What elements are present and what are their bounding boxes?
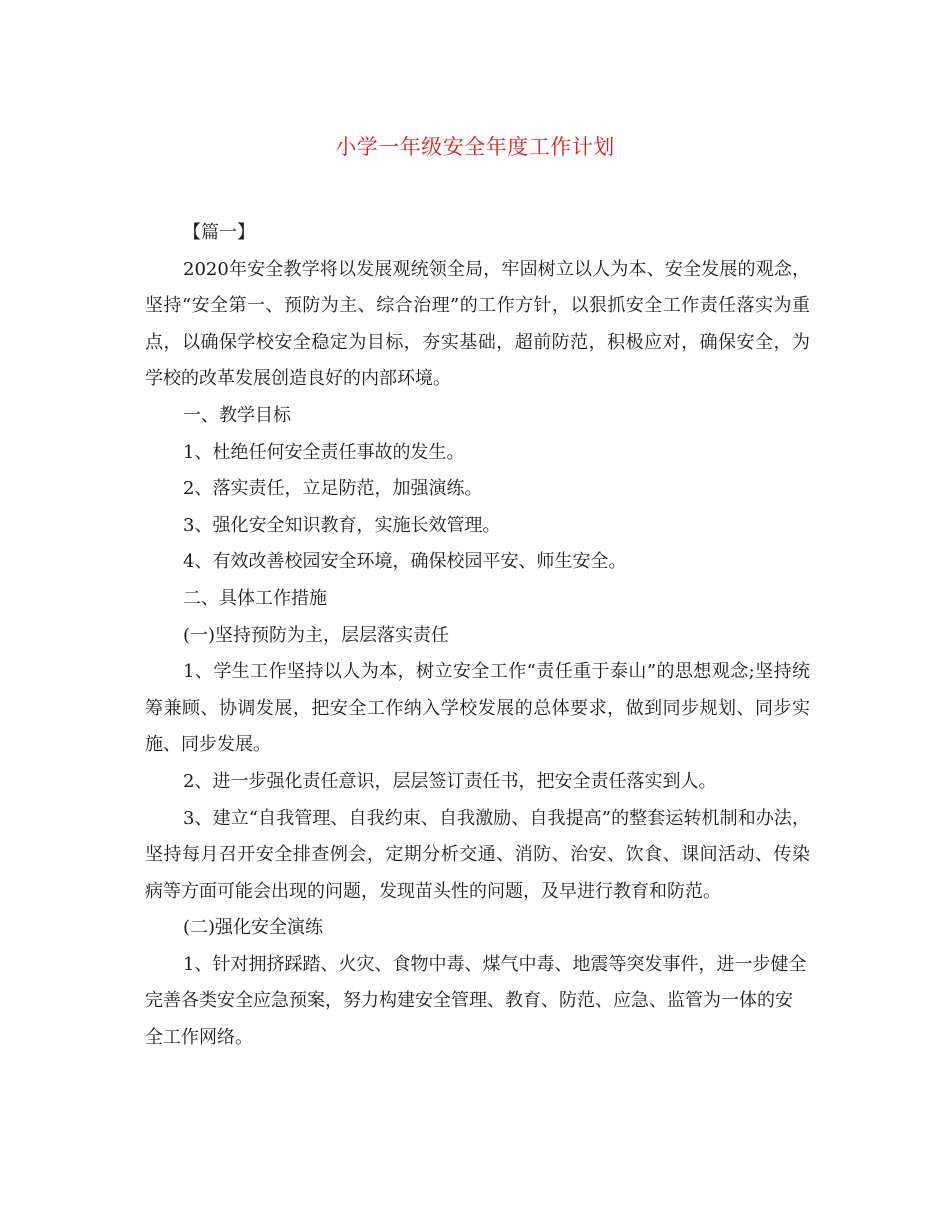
- goal-item-1: 1、杜绝任何安全责任事故的发生。: [183, 441, 465, 463]
- document-title: 小学一年级安全年度工作计划: [335, 135, 615, 159]
- goal-item-4: 4、有效改善校园安全环境，确保校园平安、师生安全。: [183, 551, 627, 573]
- document-body: [145, 215, 810, 1057]
- drill-item-1: 1、针对拥挤踩踏、火灾、食物中毒、煤气中毒、地震等突发事件，进一步健全完善各类安全应急预案，努力构建安全管理、教育、防范、应急、监管为一体的安全工作网络。: [145, 953, 807, 1049]
- intro-paragraph: 2020年安全教学将以发展观统领全局，牢固树立以人为本、安全发展的观念，坚持“安全第一、预防为主、综合治理”的工作方针，以狠抓安全工作责任落实为重点，以确保学校安全稳定为目标，夯实基础，超前防范，积极应对，确保安全，为学校的改革发展创造良好的内部环境。: [145, 258, 810, 390]
- measure-item-3: 3、建立“自我管理、自我约束、自我激励、自我提高”的整套运转机制和办法，坚持每月召开安全排查例会，定期分析交通、消防、治安、饮食、课间活动、传染病等方面可能会出现的问题，发现苗头性的问题，及早进行教育和防范。: [145, 807, 810, 902]
- subsection-heading-drills: (二)强化安全演练: [183, 917, 324, 939]
- section-heading-part-one: 【篇一】: [183, 222, 255, 243]
- measure-item-2: 2、进一步强化责任意识，层层签订责任书，把安全责任落实到人。: [183, 770, 717, 792]
- section-heading-goals: 一、教学目标: [183, 404, 291, 426]
- subsection-heading-prevention: (一)坚持预防为主，层层落实责任: [183, 624, 450, 646]
- goal-item-3: 3、强化安全知识教育，实施长效管理。: [183, 514, 501, 536]
- measure-item-1: 1、学生工作坚持以人为本，树立安全工作“责任重于泰山”的思想观念;坚持统筹兼顾、协调发展，把安全工作纳入学校发展的总体要求，做到同步规划、同步实施、同步发展。: [145, 661, 810, 756]
- goal-item-2: 2、落实责任，立足防范，加强演练。: [183, 478, 483, 500]
- section-heading-measures: 二、具体工作措施: [183, 587, 327, 609]
